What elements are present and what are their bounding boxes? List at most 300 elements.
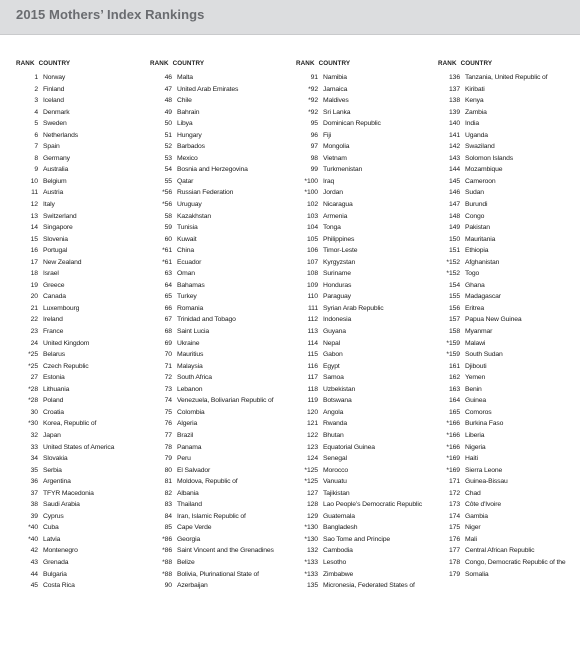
table-row (438, 395, 578, 407)
rank-header: RANK (150, 60, 169, 67)
rank-cell: 21 (30, 304, 38, 312)
country-cell: Niger (465, 524, 481, 532)
rank-cell: 158 (448, 328, 460, 336)
country-cell: Ethiopia (465, 247, 489, 255)
rank-cell: 121 (306, 420, 318, 428)
country-cell: Bahrain (177, 108, 200, 116)
rank-cell: 135 (306, 582, 318, 590)
rank-cell: 64 (164, 281, 172, 289)
rank-cell: 4 (34, 108, 38, 116)
table-row (150, 268, 290, 280)
country-cell: Kuwait (177, 235, 197, 243)
rank-cell: 80 (164, 466, 172, 474)
rank-cell: 108 (306, 270, 318, 278)
table-row (438, 291, 578, 303)
country-cell: Tajikistan (323, 489, 350, 497)
rank-cell: *86 (162, 535, 172, 543)
country-cell: Sao Tome and Principe (323, 535, 391, 543)
rank-cell: 172 (448, 489, 460, 497)
country-cell: Greece (43, 281, 65, 289)
rank-cell: 82 (164, 489, 172, 497)
table-row (150, 199, 290, 211)
rank-cell: 72 (164, 374, 172, 382)
table-row (16, 164, 156, 176)
rows (16, 72, 156, 592)
rank-cell: *25 (28, 351, 38, 359)
rank-cell: 23 (30, 328, 38, 336)
table-row (296, 372, 436, 384)
table-row (150, 211, 290, 223)
page-title: 2015 Mothers’ Index Rankings (16, 7, 205, 22)
rank-cell: *88 (162, 570, 172, 578)
table-row (150, 349, 290, 361)
rank-cell: *130 (304, 535, 318, 543)
rank-cell: 37 (30, 489, 38, 497)
country-cell: Namibia (323, 74, 347, 81)
table-row (296, 338, 436, 350)
country-cell: Oman (177, 270, 195, 278)
country-cell: Ghana (465, 281, 485, 289)
table-row (296, 557, 436, 569)
table-row (438, 534, 578, 546)
rank-cell: 118 (307, 385, 318, 393)
country-cell: Jordan (323, 189, 343, 197)
country-cell: Belarus (43, 351, 65, 359)
table-row (16, 153, 156, 165)
table-row (438, 176, 578, 188)
country-cell: Sierra Leone (465, 466, 503, 474)
country-cell: Swaziland (465, 143, 495, 151)
table-row (296, 199, 436, 211)
country-cell: Jamaica (323, 85, 348, 93)
rank-cell: *130 (304, 524, 318, 532)
country-cell: Mongolia (323, 143, 350, 151)
country-cell: Peru (177, 455, 191, 463)
table-row (438, 268, 578, 280)
table-row (16, 465, 156, 477)
country-cell: Liberia (465, 431, 485, 439)
table-row (296, 407, 436, 419)
rank-cell: 144 (448, 166, 460, 174)
rank-cell: 15 (30, 235, 38, 243)
country-cell: Myanmar (465, 328, 493, 336)
rank-cell: 154 (448, 281, 460, 289)
table-row (438, 338, 578, 350)
country-cell: South Sudan (465, 351, 503, 359)
rank-cell: 123 (306, 443, 318, 451)
rank-cell: 112 (307, 316, 318, 324)
table-row (16, 141, 156, 153)
table-row (438, 557, 578, 569)
table-row (438, 488, 578, 500)
table-row (16, 384, 156, 396)
country-cell: Uruguay (177, 201, 202, 209)
country-cell: Australia (43, 166, 69, 174)
table-row (150, 372, 290, 384)
table-row (296, 72, 436, 84)
country-cell: Argentina (43, 478, 71, 486)
table-row (438, 257, 578, 269)
country-cell: Mozambique (465, 166, 503, 174)
rank-cell: 52 (164, 143, 172, 151)
country-cell: Cameroon (465, 177, 496, 185)
rank-cell: 109 (306, 281, 318, 289)
rank-cell: 3 (34, 97, 38, 105)
rank-cell: 178 (448, 558, 460, 566)
country-cell: Panama (177, 443, 202, 451)
table-row (296, 84, 436, 96)
rank-cell: 33 (30, 443, 38, 451)
country-cell: Chile (177, 97, 192, 105)
table-row (16, 395, 156, 407)
table-row (16, 522, 156, 534)
table-row (150, 418, 290, 430)
rank-cell: 45 (30, 582, 38, 590)
country-cell: Switzerland (43, 212, 77, 220)
table-row (438, 430, 578, 442)
rank-cell: *92 (308, 97, 318, 105)
country-cell: Norway (43, 74, 66, 81)
table-row (16, 499, 156, 511)
rank-cell: 115 (307, 351, 318, 359)
table-row (16, 361, 156, 373)
country-cell: Lebanon (177, 385, 203, 393)
table-row (296, 245, 436, 257)
table-row (150, 245, 290, 257)
table-row (16, 338, 156, 350)
country-cell: Turkey (177, 293, 197, 301)
rank-cell: *30 (28, 420, 38, 428)
rank-cell: 5 (34, 120, 38, 128)
country-cell: Luxembourg (43, 304, 80, 312)
country-cell: TFYR Macedonia (43, 489, 94, 497)
rank-cell: 91 (310, 74, 318, 81)
country-cell: Russian Federation (177, 189, 234, 197)
table-row (150, 303, 290, 315)
table-row (150, 222, 290, 234)
country-header: COUNTRY (460, 60, 493, 67)
country-cell: Chad (465, 489, 481, 497)
table-row (150, 95, 290, 107)
rank-cell: *61 (162, 258, 172, 266)
country-cell: Costa Rica (43, 582, 75, 590)
table-row (438, 453, 578, 465)
table-row (438, 141, 578, 153)
table-row (438, 245, 578, 257)
rank-cell: 43 (30, 558, 38, 566)
table-row (438, 418, 578, 430)
country-cell: Poland (43, 397, 64, 405)
rank-cell: 107 (306, 258, 318, 266)
country-cell: Congo (465, 212, 485, 220)
country-cell: Armenia (323, 212, 348, 220)
table-row (438, 465, 578, 477)
table-row (16, 268, 156, 280)
country-cell: China (177, 247, 195, 255)
country-cell: Egypt (323, 362, 340, 370)
country-cell: Kyrgyzstan (323, 258, 356, 266)
country-header: COUNTRY (172, 60, 205, 67)
country-cell: Zambia (465, 108, 487, 116)
country-cell: Cape Verde (177, 524, 212, 532)
table-row (438, 130, 578, 142)
country-cell: South Africa (177, 374, 212, 382)
rank-cell: *88 (162, 558, 172, 566)
rank-cell: 145 (448, 177, 460, 185)
table-row (296, 349, 436, 361)
table-row (296, 580, 436, 592)
table-row (150, 395, 290, 407)
country-cell: Gabon (323, 351, 343, 359)
table-row (16, 372, 156, 384)
rank-cell: 54 (164, 166, 172, 174)
rank-cell: 142 (448, 143, 460, 151)
table-row (150, 187, 290, 199)
table-row (150, 569, 290, 581)
country-cell: Belize (177, 558, 195, 566)
rank-cell: 2 (34, 85, 38, 93)
table-row (150, 453, 290, 465)
country-cell: Saint Vincent and the Grenadines (177, 547, 274, 555)
table-row (438, 211, 578, 223)
table-row (16, 187, 156, 199)
table-row (150, 291, 290, 303)
country-cell: Bulgaria (43, 570, 67, 578)
rank-cell: 161 (448, 362, 460, 370)
rank-cell: *152 (446, 270, 460, 278)
table-row (438, 95, 578, 107)
table-row (16, 130, 156, 142)
table-row (438, 442, 578, 454)
country-cell: Nicaragua (323, 201, 353, 209)
rank-cell: *100 (304, 189, 318, 197)
rank-cell: 110 (307, 293, 318, 301)
table-row (296, 384, 436, 396)
country-cell: Syrian Arab Republic (323, 304, 384, 312)
country-cell: Estonia (43, 374, 65, 382)
country-cell: Timor-Leste (323, 247, 358, 255)
table-row (16, 118, 156, 130)
rankings-column-4 (438, 58, 578, 580)
country-cell: Saudi Arabia (43, 501, 80, 509)
table-row (296, 499, 436, 511)
rank-cell: 127 (306, 489, 318, 497)
table-row (296, 488, 436, 500)
country-cell: Mali (465, 535, 477, 543)
rank-cell: 32 (30, 431, 38, 439)
country-cell: Georgia (177, 535, 201, 543)
rank-header: RANK (16, 60, 35, 67)
table-row (16, 453, 156, 465)
country-cell: Djibouti (465, 362, 487, 370)
rank-cell: 59 (164, 224, 172, 232)
table-row (438, 107, 578, 119)
table-row (296, 257, 436, 269)
rank-cell: 139 (448, 108, 460, 116)
table-row (150, 130, 290, 142)
rows (150, 72, 290, 592)
rank-cell: *166 (446, 443, 460, 451)
rank-cell: *169 (446, 466, 460, 474)
table-row (296, 187, 436, 199)
rank-cell: *92 (308, 85, 318, 93)
country-cell: Lithuania (43, 385, 70, 393)
table-row (296, 291, 436, 303)
page-header (0, 0, 580, 35)
rank-cell: 48 (164, 97, 172, 105)
table-row (150, 545, 290, 557)
rank-header: RANK (438, 60, 457, 67)
table-row (16, 430, 156, 442)
rank-cell: 42 (30, 547, 38, 555)
table-row (150, 84, 290, 96)
country-cell: Burkina Faso (465, 420, 504, 428)
table-row (16, 257, 156, 269)
table-row (438, 349, 578, 361)
country-cell: Nigeria (465, 443, 486, 451)
table-row (296, 141, 436, 153)
rank-cell: 34 (30, 455, 38, 463)
country-cell: Israel (43, 270, 59, 278)
country-cell: Bolivia, Plurinational State of (177, 570, 259, 578)
country-cell: Benin (465, 385, 482, 393)
table-row (150, 511, 290, 523)
table-row (296, 280, 436, 292)
country-cell: Algeria (177, 420, 198, 428)
rank-cell: 81 (164, 478, 172, 486)
country-cell: Mauritania (465, 235, 496, 243)
table-row (296, 176, 436, 188)
table-row (296, 430, 436, 442)
table-row (296, 268, 436, 280)
rank-cell: 76 (164, 420, 172, 428)
country-cell: Kazakhstan (177, 212, 212, 220)
table-row (16, 476, 156, 488)
rank-cell: 55 (164, 177, 172, 185)
country-cell: Burundi (465, 201, 488, 209)
rank-cell: 65 (164, 293, 172, 301)
country-cell: Indonesia (323, 316, 352, 324)
country-cell: Senegal (323, 455, 347, 463)
table-row (16, 84, 156, 96)
country-cell: Mexico (177, 154, 198, 162)
table-row (296, 453, 436, 465)
column-header (16, 58, 156, 69)
table-row (150, 107, 290, 119)
country-cell: Bangladesh (323, 524, 358, 532)
country-cell: Haiti (465, 455, 478, 463)
rank-cell: 151 (448, 247, 460, 255)
table-row (296, 442, 436, 454)
rank-cell: 143 (448, 154, 460, 162)
rank-cell: 73 (164, 385, 172, 393)
rank-cell: 70 (164, 351, 172, 359)
table-row (16, 442, 156, 454)
country-cell: Slovenia (43, 235, 68, 243)
rank-cell: 11 (31, 189, 38, 197)
rank-cell: 46 (164, 74, 172, 81)
rank-cell: 85 (164, 524, 172, 532)
country-cell: Tonga (323, 224, 341, 232)
rows (438, 72, 578, 580)
table-row (296, 234, 436, 246)
country-cell: Philippines (323, 235, 355, 243)
table-row (16, 280, 156, 292)
table-row (16, 569, 156, 581)
country-cell: United Kingdom (43, 339, 90, 347)
table-row (150, 522, 290, 534)
country-cell: Japan (43, 431, 61, 439)
table-row (16, 534, 156, 546)
country-cell: Micronesia, Federated States of (323, 582, 415, 590)
table-row (296, 465, 436, 477)
country-cell: Lao People’s Democratic Republic (323, 501, 422, 509)
rank-cell: 165 (448, 408, 460, 416)
table-row (296, 569, 436, 581)
rank-cell: 67 (164, 316, 172, 324)
rank-cell: 38 (30, 501, 38, 509)
rank-cell: 6 (34, 131, 38, 139)
table-row (296, 130, 436, 142)
rank-cell: 12 (30, 201, 38, 209)
rank-cell: 50 (164, 120, 172, 128)
rank-cell: 132 (306, 547, 318, 555)
rank-cell: 162 (448, 374, 460, 382)
table-row (150, 499, 290, 511)
country-cell: Hungary (177, 131, 202, 139)
table-row (438, 499, 578, 511)
table-row (150, 338, 290, 350)
rank-cell: 78 (164, 443, 172, 451)
country-cell: Equatorial Guinea (323, 443, 375, 451)
rank-cell: 140 (448, 120, 460, 128)
country-cell: Venezuela, Bolivarian Republic of (177, 397, 274, 405)
country-cell: Austria (43, 189, 64, 197)
rank-cell: 138 (448, 97, 460, 105)
table-row (296, 314, 436, 326)
rank-cell: 30 (30, 408, 38, 416)
country-cell: Eritrea (465, 304, 484, 312)
country-cell: Iraq (323, 177, 335, 185)
table-row (16, 407, 156, 419)
table-row (438, 280, 578, 292)
table-row (150, 257, 290, 269)
rank-cell: 17 (30, 258, 38, 266)
table-row (438, 326, 578, 338)
table-row (438, 569, 578, 581)
country-cell: Cambodia (323, 547, 353, 555)
table-row (150, 557, 290, 569)
rank-cell: 16 (30, 247, 38, 255)
rank-cell: *40 (28, 524, 38, 532)
country-cell: Cuba (43, 524, 59, 532)
rank-cell: 113 (307, 328, 318, 336)
table-row (16, 234, 156, 246)
rank-cell: 119 (307, 397, 318, 405)
rank-cell: 117 (307, 374, 318, 382)
table-row (438, 187, 578, 199)
country-cell: El Salvador (177, 466, 211, 474)
table-row (150, 465, 290, 477)
country-cell: Zimbabwe (323, 570, 354, 578)
country-cell: Rwanda (323, 420, 348, 428)
country-cell: Kenya (465, 97, 484, 105)
table-row (150, 141, 290, 153)
rank-cell: *133 (304, 570, 318, 578)
rank-cell: 164 (448, 397, 460, 405)
table-row (150, 118, 290, 130)
country-cell: Qatar (177, 177, 194, 185)
